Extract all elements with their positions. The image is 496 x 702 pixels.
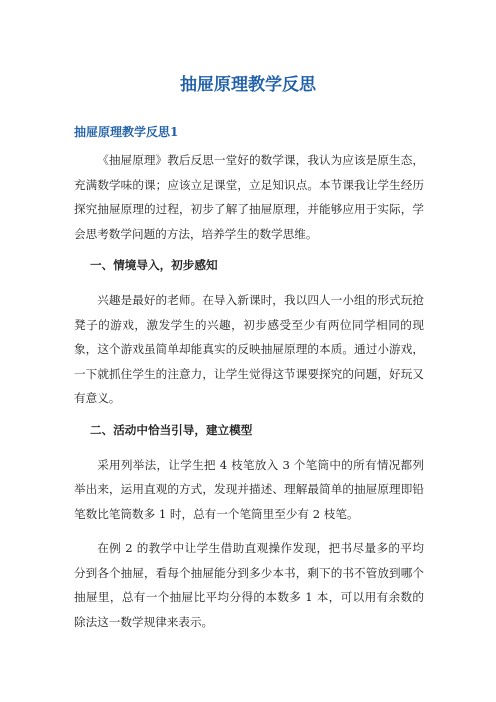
intro-paragraph: 《抽屉原理》教后反思一堂好的数学课，我认为应该是原生态，充满数学味的课；应该立足课堂，立足知识点。本节课我让学生经历探究抽屉原理的过程，初步了解了抽屉原理，并能够应用于实际，学会思考数学问题的方法，培养学生的数学思维。	[74, 153, 424, 241]
document-subtitle: 抽屉原理教学反思1	[74, 125, 179, 139]
section-2-paragraph-2: 在例 2 的教学中让学生借助直观操作发现，把书尽量多的平均分到各个抽屉，看每个抽屉能分到多少本书，剩下的书不管放到哪个抽屉里，总有一个抽屉比平均分得的本数多 1 本，可以用有余数的除法这一数学规律来表示。	[74, 541, 424, 629]
section-heading-2: 二、活动中恰当引导，建立模型	[90, 422, 253, 437]
document-body	[74, 148, 424, 644]
section-1-paragraph-1: 兴趣是最好的老师。在导入新课时，我以四人一小组的形式玩抢凳子的游戏，激发学生的兴趣，初步感受至少有两位同学相同的现象，这个游戏虽简单却能真实的反映抽屉原理的本质。通过小游戏，一下就抓住学生的注意力，让学生觉得这节课要探究的问题，好玩又有意义。	[74, 293, 424, 405]
section-2-paragraph-1: 采用列举法，让学生把 4 枝笔放入 3 个笔筒中的所有情况都列举出来，运用直观的方式，发现并描述、理解最简单的抽屉原理即铅笔数比笔筒数多 1 时，总有一个笔筒里至少有 2 枝笔。	[74, 457, 424, 521]
section-heading-1: 一、情境导入，初步感知	[90, 258, 218, 272]
document-title: 抽屉原理教学反思	[180, 75, 316, 95]
